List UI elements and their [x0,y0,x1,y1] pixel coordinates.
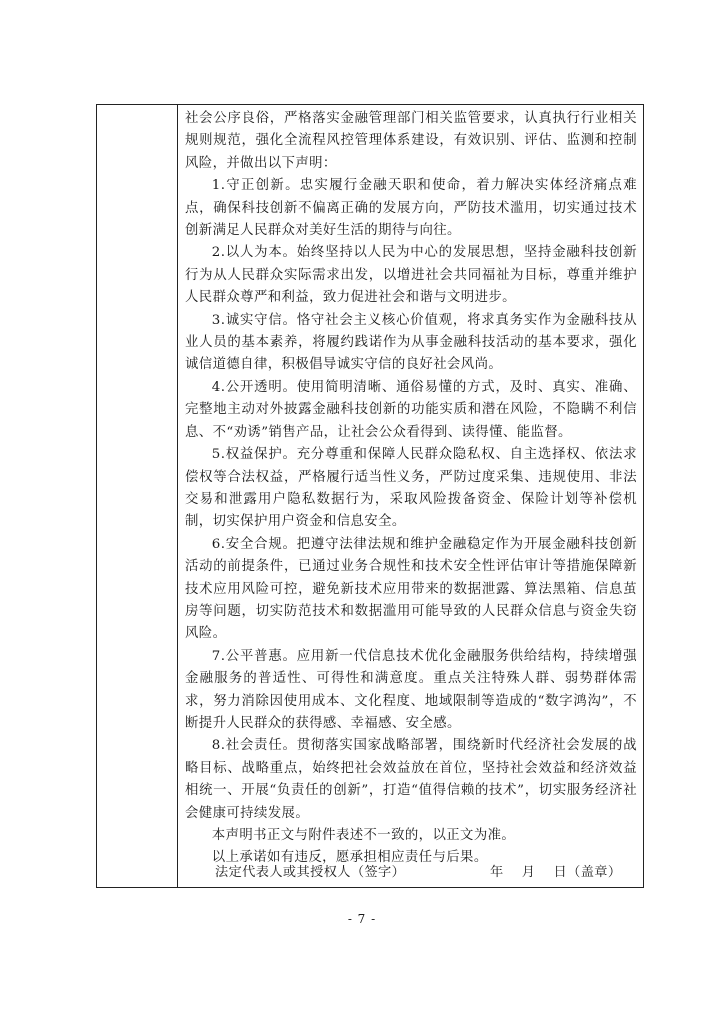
item-8-paragraph: 8.社会责任。贯彻落实国家战略部署，围绕新时代经济社会发展的战略目标、战略重点，始终把社会效益放在首位，坚持社会效益和经济效益相统一、开展“负责任的创新”，打造“值得信赖的技术”，切实服务经济社会健康可持续发展。 [185,738,637,821]
page-number: - 7 - [347,912,377,926]
signature-label: 法定代表人或其授权人（签字） [215,865,406,880]
signature-row [185,863,637,883]
precedence-note: 本声明书正文与附件表述不一致的，以正文为准。 [211,828,516,843]
declaration-content [185,108,637,870]
liability-note: 以上承诺如有违反，愿承担相应责任与后果。 [211,850,488,866]
table-column-divider [177,104,178,888]
item-1-paragraph: 1.守正创新。忠实履行金融天职和使命，着力解决实体经济痛点难点，确保科技创新不偏离正确的发展方向，严防技术滥用，切实通过技术创新满足人民群众对美好生活的期待与向往。 [185,178,637,239]
item-2-paragraph: 2.以人为本。始终坚持以人民为中心的发展思想，坚持金融科技创新行为从人民群众实际需求出发，以增进社会共同福祉为目标，尊重并维护人民群众尊严和利益，致力促进社会和谐与文明进步。 [185,245,637,306]
item-5-paragraph: 5.权益保护。充分尊重和保障人民群众隐私权、自主选择权、依法求偿权等合法权益，严格履行适当性义务，严防过度采集、违规使用、非法交易和泄露用户隐私数据行为，采取风险拨备资金、保险计划等补偿机制，切实保护用户资金和信息安全。 [185,447,637,530]
item-3-paragraph: 3.诚实守信。恪守社会主义核心价值观，将求真务实作为金融科技从业人员的基本素养，将履约践诺作为从事金融科技活动的基本要求，强化诚信道德自律，积极倡导诚实守信的良好社会风尚。 [185,312,637,373]
date-seal-label: 年 月 日（盖章） [490,865,622,880]
intro-paragraph: 社会公序良俗，严格落实金融管理部门相关监管要求，认真执行行业相关规则规范，强化全流程风控管理体系建设，有效识别、评估、监测和控制风险，并做出以下声明： [185,111,637,171]
item-7-paragraph: 7.公平普惠。应用新一代信息技术优化金融服务供给结构，持续增强金融服务的普适性、可得性和满意度。重点关注特殊人群、弱势群体需求，努力消除因使用成本、文化程度、地域限制等造成的“数字鸿沟”，不断提升人民群众的获得感、幸福感、安全感。 [185,648,637,731]
item-4-paragraph: 4.公开透明。使用简明清晰、通俗易懂的方式，及时、真实、准确、完整地主动对外披露金融科技创新的功能实质和潜在风险，不隐瞒不利信息、不“劝诱”销售产品，让社会公众看得到、读得懂、能监督。 [185,379,637,440]
item-6-paragraph: 6.安全合规。把遵守法律法规和维护金融稳定作为开展金融科技创新活动的前提条件，已通过业务合规性和技术安全性评估审计等措施保障新技术应用风险可控，避免新技术应用带来的数据泄露、算法黑箱、信息茧房等问题，切实防范技术和数据滥用可能导致的人民群众信息与资金失窃风险。 [185,536,637,642]
